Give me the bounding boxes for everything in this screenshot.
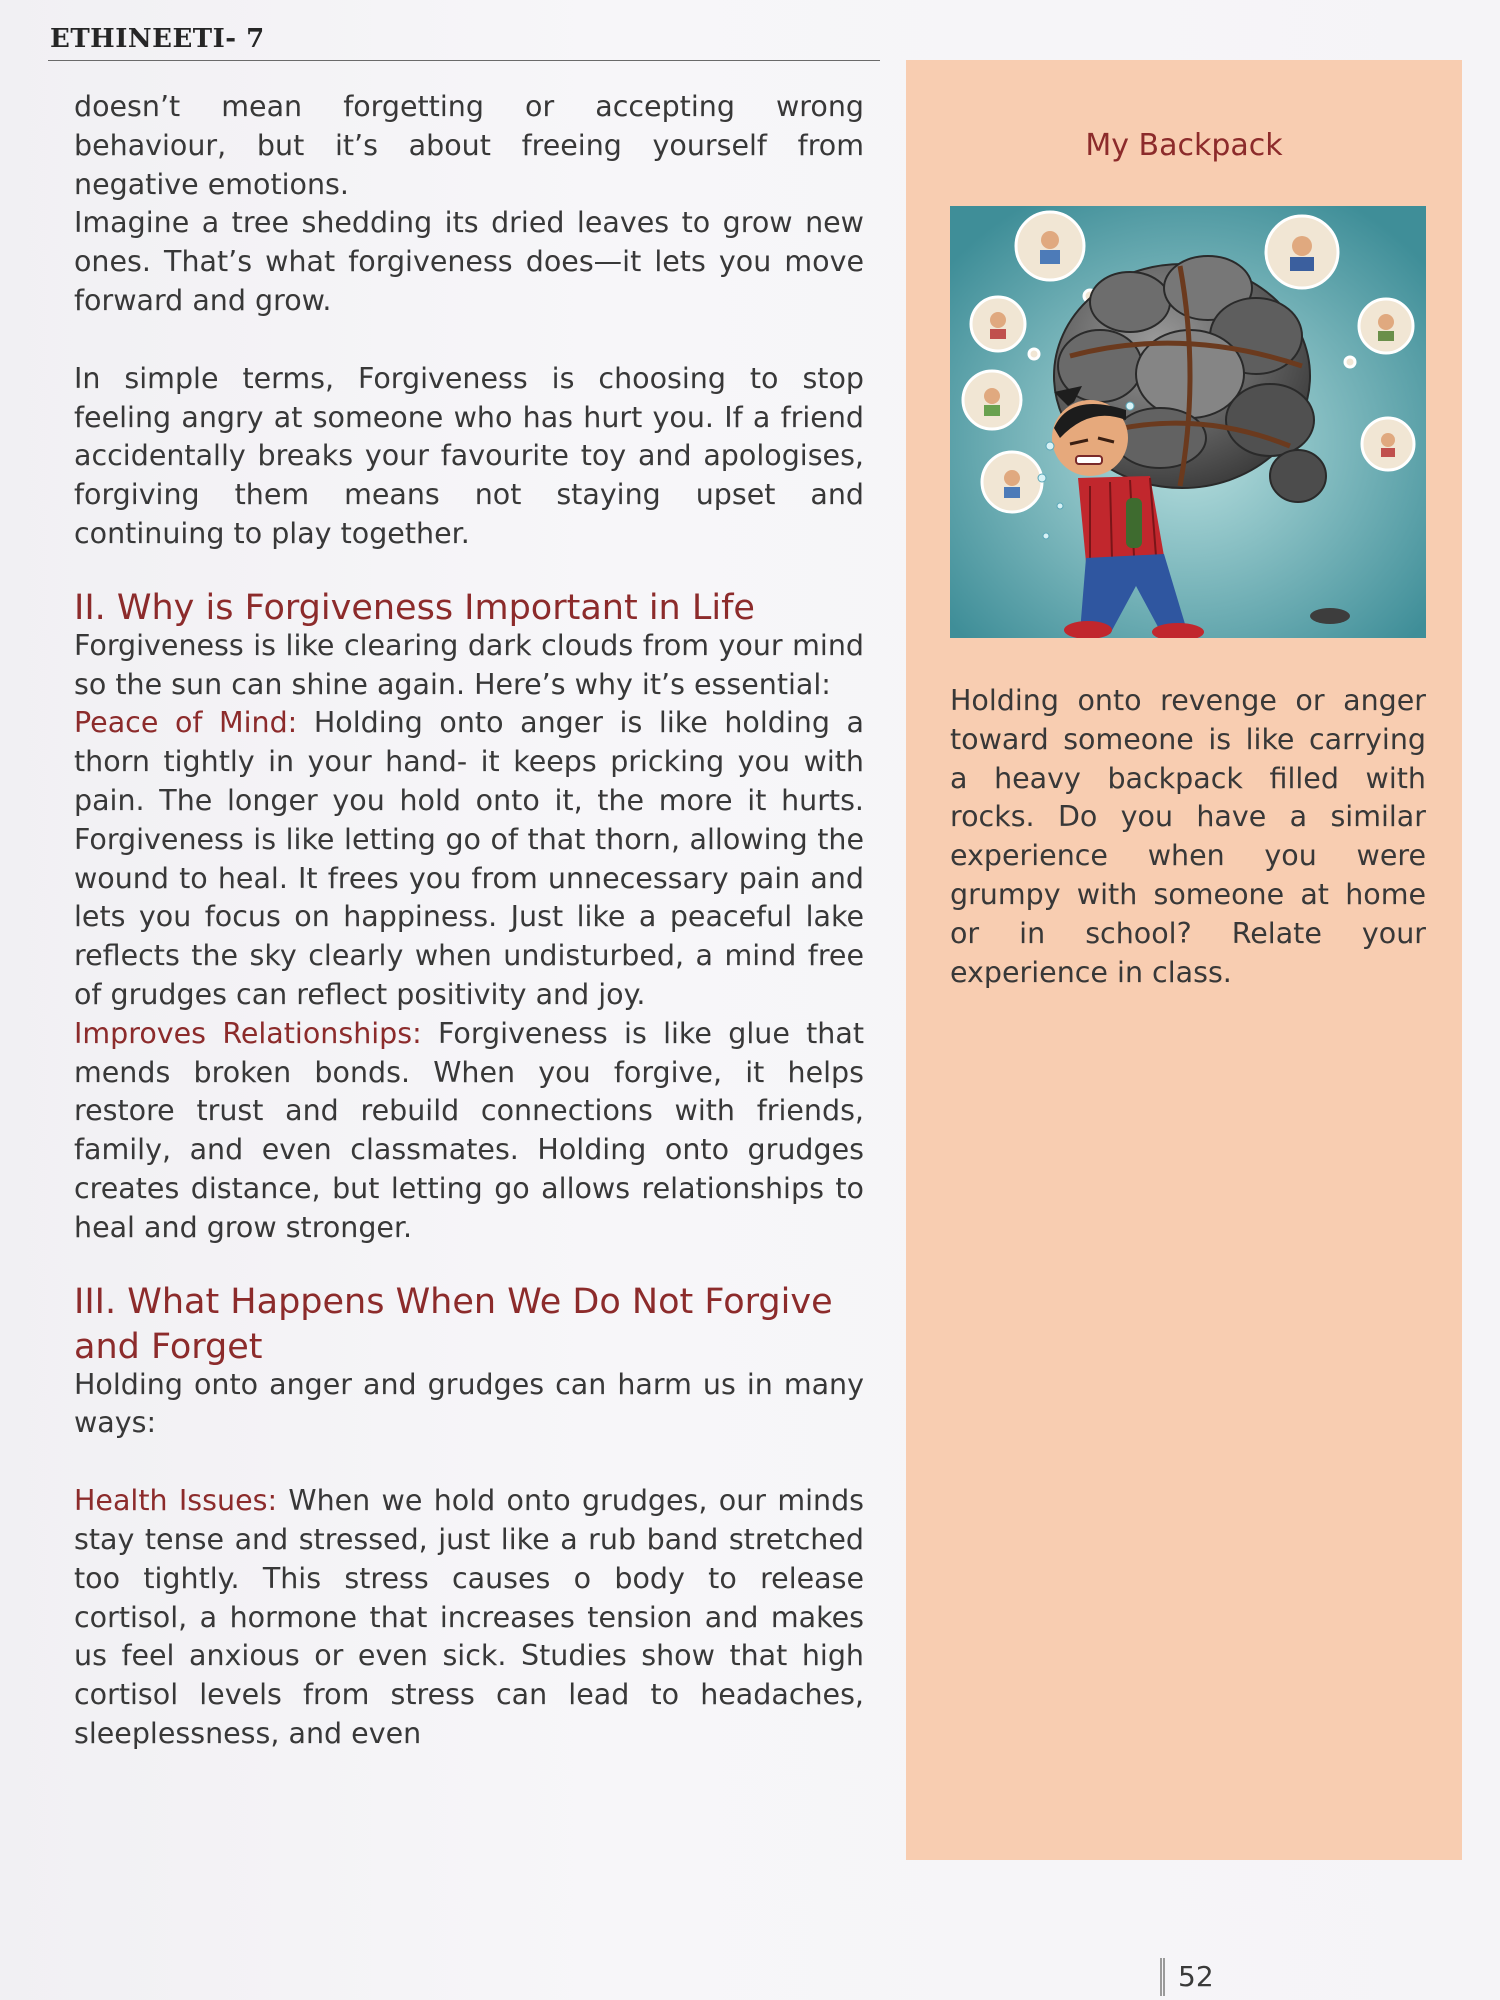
- paragraph-simple-terms: In simple terms, Forgiveness is choosing to stop feeling angry at someone who has hurt you. If a friend accidentally breaks your favourite toy and apologises, forgiving them means not staying upset and continuing to play together.: [74, 361, 864, 550]
- health-issues-text: When we hold onto grudges, our minds stay tense and stressed, just like a rub band stretched too tightly. This stress causes o body to release cortisol, a hormone that increases tension and makes us feel anxious or even sick. Studies show that high cortisol levels from stress can lead to headaches, sleeplessness, and even: [74, 1484, 865, 1750]
- paragraph-gap: [74, 1443, 864, 1482]
- paragraph-why-intro: Forgiveness is like clearing dark clouds from your mind so the sun can shine again. Here’s why it’s essential:: [74, 628, 864, 701]
- sidebar-reflection-text: Holding onto revenge or anger toward someone is like carrying a heavy backpack filled with rocks. Do you have a similar experience when you were grumpy with someone at home or in school? Relate your experience in class.: [950, 684, 1426, 989]
- fallen-rock: [1310, 608, 1350, 624]
- paragraph-forgiveness-meaning: doesn’t mean forgetting or accepting wrong behaviour, but it’s about freeing yourself from negative emotions.: [74, 90, 864, 201]
- peace-of-mind-text: Holding onto anger is like holding a thorn tightly in your hand- it keeps pricking you with pain. The longer you hold onto it, the more it hurts. Forgiveness is like letting go of that thorn, allowing the wound to heal. It frees you from unnecessary pain and lets you focus on happiness. Just like a peaceful lake reflects the sky clearly when undisturbed, a mind free of grudges can reflect positivity and joy.: [74, 706, 864, 1011]
- paragraph-gap: [74, 321, 864, 360]
- relationships-text: Forgiveness is like glue that mends broken bonds. When you forgive, it helps restore trust and rebuild connections with friends, family, and even classmates. Holding onto grudges creates distance, but letting go allows relationships to heal and grow stronger.: [74, 1016, 865, 1244]
- term-peace-of-mind: Peace of Mind:: [74, 706, 298, 740]
- paragraph-tree-analogy: Imagine a tree shedding its dried leaves to grow new ones. That’s what forgiveness does—it lets you move forward and grow.: [74, 206, 864, 317]
- page-number-bar: [1160, 1958, 1165, 1996]
- running-title: ETHINEETI- 7: [50, 24, 265, 54]
- main-column: [74, 88, 864, 1754]
- sidebar-title: My Backpack: [1085, 128, 1283, 163]
- term-improves-relationships: Improves Relationships:: [74, 1016, 422, 1050]
- paragraph-relationships: [74, 1015, 864, 1248]
- section-heading-not-forgive: III. What Happens When We Do Not Forgive and Forget: [74, 1281, 833, 1367]
- sidebar-box: [906, 60, 1462, 1860]
- paragraph-peace-of-mind: [74, 704, 864, 1014]
- paragraph-harm-intro: Holding onto anger and grudges can harm us in many ways:: [74, 1367, 864, 1440]
- paragraph-health-issues: [74, 1482, 864, 1754]
- header-rule: [48, 60, 880, 61]
- page-number: 52: [1178, 1960, 1214, 1993]
- term-health-issues: Health Issues:: [74, 1484, 278, 1518]
- section-heading-why-important: II. Why is Forgiveness Important in Life: [74, 587, 755, 628]
- backpack-illustration: [950, 206, 1426, 638]
